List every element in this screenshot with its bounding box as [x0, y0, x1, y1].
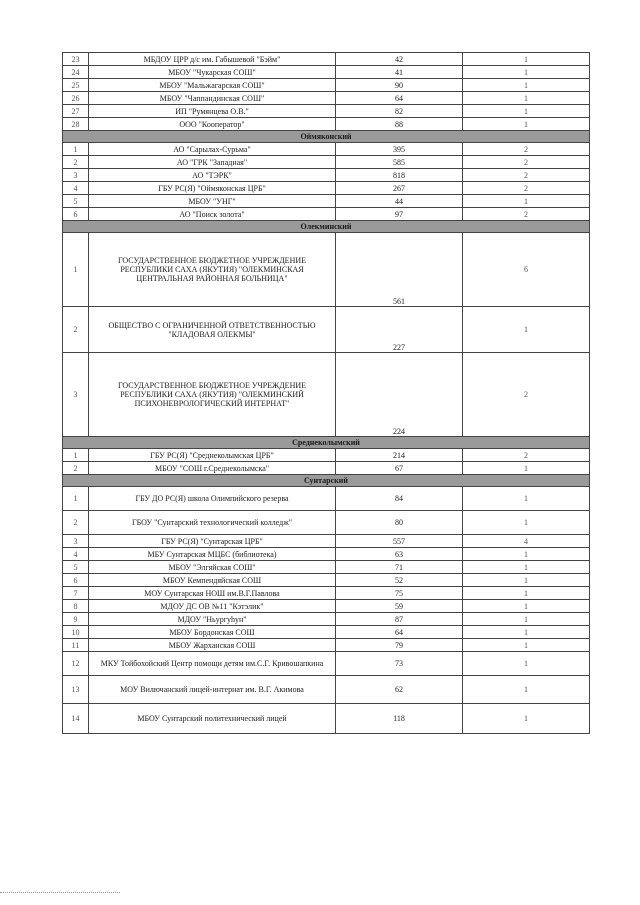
row-value: 1: [463, 195, 590, 208]
employee-count: 84: [336, 487, 463, 511]
employee-count: 63: [336, 548, 463, 561]
row-number: 3: [63, 535, 89, 548]
table-row: [63, 79, 590, 92]
table-row: [63, 587, 590, 600]
row-number: 2: [63, 307, 89, 353]
organization-name: ГБУ ДО РС(Я) школа Олимпийского резерва: [89, 487, 336, 511]
organization-name: МБУ Сунтарская МЦБС (библиотека): [89, 548, 336, 561]
row-number: 3: [63, 353, 89, 437]
footer-divider: [0, 892, 120, 893]
row-value: 1: [463, 548, 590, 561]
organization-name: ОБЩЕСТВО С ОГРАНИЧЕННОЙ ОТВЕТСТВЕННОСТЬЮ "КЛАДОВАЯ ОЛЕКМЫ": [89, 307, 336, 353]
table-row: [63, 105, 590, 118]
row-number: 1: [63, 449, 89, 462]
row-number: 10: [63, 626, 89, 639]
organization-name: ГОСУДАРСТВЕННОЕ БЮДЖЕТНОЕ УЧРЕЖДЕНИЕ РЕСПУБЛИКИ САХА (ЯКУТИЯ) "ОЛЕКМИНСКИЙ ПСИХОНЕВРОЛОГИЧЕСКИЙ ИНТЕРНАТ": [89, 353, 336, 437]
row-value: 2: [463, 182, 590, 195]
row-number: 2: [63, 511, 89, 535]
table-row: [63, 511, 590, 535]
table-row: [63, 574, 590, 587]
employee-count: 214: [336, 449, 463, 462]
employee-count: 42: [336, 53, 463, 66]
row-number: 9: [63, 613, 89, 626]
table-row: [63, 182, 590, 195]
employee-count: 75: [336, 587, 463, 600]
row-value: 1: [463, 66, 590, 79]
organization-name: ГБУ РС(Я) "Среднеколымская ЦРБ": [89, 449, 336, 462]
row-number: 2: [63, 156, 89, 169]
organization-name: ГБОУ "Сунтарский технологический колледж": [89, 511, 336, 535]
organization-name: МБОУ "Элгяйская СОШ": [89, 561, 336, 574]
organization-name: ГБУ РС(Я) "Сунтарская ЦРБ": [89, 535, 336, 548]
row-number: 25: [63, 79, 89, 92]
organization-name: МКУ Тойбохойский Центр помощи детям им.С.Г. Кривошапкина: [89, 652, 336, 676]
row-number: 27: [63, 105, 89, 118]
table-row: [63, 118, 590, 131]
organization-name: АО "Сарылах-Сурьма": [89, 143, 336, 156]
row-value: 1: [463, 639, 590, 652]
employee-count: 71: [336, 561, 463, 574]
table-row: [63, 449, 590, 462]
employee-count: 64: [336, 626, 463, 639]
employee-count: 585: [336, 156, 463, 169]
table-row: [63, 143, 590, 156]
table-row: [63, 208, 590, 221]
employee-count: 557: [336, 535, 463, 548]
organization-name: МБОУ "Мальжагарская СОШ": [89, 79, 336, 92]
table-row: [63, 676, 590, 704]
table-row: [63, 626, 590, 639]
row-value: 1: [463, 53, 590, 66]
row-number: 26: [63, 92, 89, 105]
organization-name: МБОУ Бордонская СОШ: [89, 626, 336, 639]
employee-count: 224: [336, 353, 463, 437]
organization-name: ООО "Кооператор": [89, 118, 336, 131]
employee-count: 62: [336, 676, 463, 704]
table-row: [63, 613, 590, 626]
row-value: 1: [463, 118, 590, 131]
organization-name: ГОСУДАРСТВЕННОЕ БЮДЖЕТНОЕ УЧРЕЖДЕНИЕ РЕСПУБЛИКИ САХА (ЯКУТИЯ) "ОЛЕКМИНСКАЯ ЦЕНТРАЛЬНАЯ РАЙОННАЯ БОЛЬНИЦА": [89, 233, 336, 307]
employee-count: 87: [336, 613, 463, 626]
organization-name: МДОУ "Ньургуhун": [89, 613, 336, 626]
organization-name: МБОУ "Чаппандинская СОШ": [89, 92, 336, 105]
row-number: 1: [63, 143, 89, 156]
table-row: [63, 487, 590, 511]
employee-count: 267: [336, 182, 463, 195]
organization-name: АО "Поиск золота": [89, 208, 336, 221]
row-number: 2: [63, 462, 89, 475]
table-row: [63, 66, 590, 79]
section-header-row: [63, 437, 590, 449]
table-row: [63, 53, 590, 66]
row-value: 1: [463, 704, 590, 734]
row-value: 1: [463, 613, 590, 626]
table-row: [63, 652, 590, 676]
employee-count: 818: [336, 169, 463, 182]
table-row: [63, 639, 590, 652]
table-row: [63, 307, 590, 353]
row-value: 1: [463, 462, 590, 475]
table-body: [63, 53, 590, 734]
row-number: 13: [63, 676, 89, 704]
row-value: 1: [463, 79, 590, 92]
table-row: [63, 156, 590, 169]
row-value: 1: [463, 652, 590, 676]
employee-count: 227: [336, 307, 463, 353]
table-row: [63, 548, 590, 561]
employee-count: 88: [336, 118, 463, 131]
row-value: 2: [463, 156, 590, 169]
organization-name: МБОУ "Чукарская СОШ": [89, 66, 336, 79]
table-row: [63, 233, 590, 307]
row-value: 1: [463, 105, 590, 118]
employee-count: 561: [336, 233, 463, 307]
organizations-table: [62, 52, 590, 734]
employee-count: 80: [336, 511, 463, 535]
row-number: 1: [63, 233, 89, 307]
organization-name: ИП "Румянцева О.В.": [89, 105, 336, 118]
organization-name: МОУ Вилючанский лицей-интернат им. В.Г. Акимова: [89, 676, 336, 704]
row-value: 1: [463, 307, 590, 353]
row-number: 8: [63, 600, 89, 613]
organization-name: МБОУ Жарханская СОШ: [89, 639, 336, 652]
row-number: 11: [63, 639, 89, 652]
row-value: 1: [463, 92, 590, 105]
employee-count: 73: [336, 652, 463, 676]
row-value: 1: [463, 676, 590, 704]
row-value: 1: [463, 487, 590, 511]
section-header-row: [63, 221, 590, 233]
section-title: Среднеколымский: [63, 437, 590, 449]
row-value: 2: [463, 143, 590, 156]
row-value: 1: [463, 511, 590, 535]
section-title: Оймяконский: [63, 131, 590, 143]
table-row: [63, 600, 590, 613]
employee-count: 41: [336, 66, 463, 79]
section-header-row: [63, 131, 590, 143]
table-row: [63, 462, 590, 475]
row-value: 2: [463, 353, 590, 437]
row-value: 1: [463, 587, 590, 600]
row-value: 1: [463, 561, 590, 574]
row-value: 2: [463, 449, 590, 462]
row-number: 4: [63, 548, 89, 561]
employee-count: 82: [336, 105, 463, 118]
row-number: 6: [63, 208, 89, 221]
row-number: 7: [63, 587, 89, 600]
employee-count: 44: [336, 195, 463, 208]
document-table-container: [62, 52, 589, 734]
organization-name: МБОУ "УНГ": [89, 195, 336, 208]
row-number: 14: [63, 704, 89, 734]
employee-count: 90: [336, 79, 463, 92]
table-row: [63, 704, 590, 734]
row-number: 4: [63, 182, 89, 195]
employee-count: 79: [336, 639, 463, 652]
employee-count: 395: [336, 143, 463, 156]
section-header-row: [63, 475, 590, 487]
row-value: 2: [463, 208, 590, 221]
table-row: [63, 353, 590, 437]
row-number: 5: [63, 561, 89, 574]
table-row: [63, 535, 590, 548]
employee-count: 97: [336, 208, 463, 221]
row-number: 24: [63, 66, 89, 79]
row-value: 1: [463, 574, 590, 587]
employee-count: 67: [336, 462, 463, 475]
row-number: 28: [63, 118, 89, 131]
organization-name: МБДОУ ЦРР д/с им. Габышевой "Бэйм": [89, 53, 336, 66]
table-row: [63, 561, 590, 574]
row-number: 5: [63, 195, 89, 208]
employee-count: 64: [336, 92, 463, 105]
row-number: 1: [63, 487, 89, 511]
row-number: 3: [63, 169, 89, 182]
organization-name: МБОУ Кемпендяйская СОШ: [89, 574, 336, 587]
row-value: 6: [463, 233, 590, 307]
row-value: 4: [463, 535, 590, 548]
organization-name: МБОУ "СОШ г.Среднеколымска": [89, 462, 336, 475]
row-value: 2: [463, 169, 590, 182]
organization-name: МОУ Сунтарская НОШ им.В.Г.Павлова: [89, 587, 336, 600]
organization-name: АО "ТЭРК": [89, 169, 336, 182]
table-row: [63, 92, 590, 105]
row-number: 12: [63, 652, 89, 676]
organization-name: МДОУ ДС ОВ №11 "Кэтэлик": [89, 600, 336, 613]
organization-name: МБОУ Сунтарский политехнический лицей: [89, 704, 336, 734]
section-title: Сунтарский: [63, 475, 590, 487]
employee-count: 59: [336, 600, 463, 613]
row-number: 6: [63, 574, 89, 587]
row-number: 23: [63, 53, 89, 66]
employee-count: 52: [336, 574, 463, 587]
row-value: 1: [463, 626, 590, 639]
employee-count: 118: [336, 704, 463, 734]
row-value: 1: [463, 600, 590, 613]
organization-name: АО "ГРК "Западная": [89, 156, 336, 169]
section-title: Олекминский: [63, 221, 590, 233]
table-row: [63, 169, 590, 182]
organization-name: ГБУ РС(Я) "Оймяконская ЦРБ": [89, 182, 336, 195]
table-row: [63, 195, 590, 208]
